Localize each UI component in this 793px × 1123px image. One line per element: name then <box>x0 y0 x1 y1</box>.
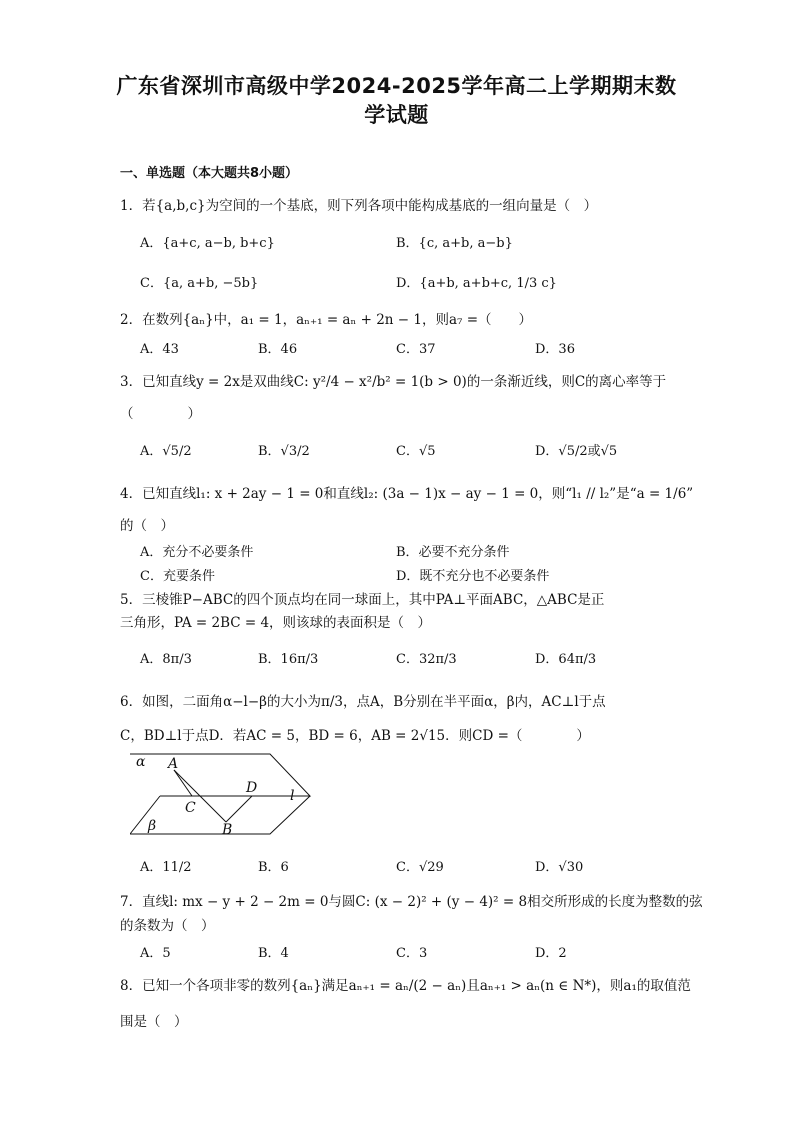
segment-ac <box>174 770 192 796</box>
plane-beta-outline <box>130 796 310 834</box>
label-c: C <box>185 800 196 816</box>
question-6-stem-cont: C，BD⊥l于点D．若AC = 5，BD = 6，AB = 2√15．则CD =（ ） <box>120 728 590 744</box>
question-1-option-a: A．{a+c, a−b, b+c} <box>140 236 275 251</box>
question-5-option-d: D．64π/3 <box>535 652 597 667</box>
question-3-option-b: B．√3/2 <box>258 444 310 459</box>
question-6-option-a: A．11/2 <box>140 860 192 875</box>
question-2-option-a: A．43 <box>140 342 179 357</box>
question-7-option-b: B．4 <box>258 946 289 961</box>
question-7-option-d: D．2 <box>535 946 567 961</box>
question-1-option-d: D．{a+b, a+b+c, 1/3 c} <box>396 276 557 291</box>
question-4-option-d: D．既不充分也不必要条件 <box>396 569 550 584</box>
label-l: l <box>290 788 295 804</box>
question-3-option-c: C．√5 <box>396 444 436 459</box>
label-a: A <box>168 756 179 772</box>
label-d: D <box>246 780 258 796</box>
question-7-stem-cont: 的条数为（ ） <box>120 918 215 934</box>
question-5-stem: 5．三棱锥P−ABC的四个顶点均在同一球面上，其中PA⊥平面ABC，△ABC是正 <box>120 592 605 608</box>
question-5-option-b: B．16π/3 <box>258 652 319 667</box>
question-4-stem: 4．已知直线l₁: x + 2ay − 1 = 0和直线l₂: (3a − 1)x − ay − 1 = 0，则“l₁ // l₂”是“a = 1/6” <box>120 486 694 502</box>
question-3-option-d: D．√5/2或√5 <box>535 444 618 459</box>
question-6-option-c: C．√29 <box>396 860 444 875</box>
question-4-option-b: B．必要不充分条件 <box>396 545 510 560</box>
question-8-stem: 8．已知一个各项非零的数列{aₙ}满足aₙ₊₁ = aₙ/(2 − aₙ)且aₙ₊₁ > aₙ(n ∈ N*)，则a₁的取值范 <box>120 978 691 994</box>
title-line-2: 学试题 <box>364 103 429 127</box>
question-7-option-c: C．3 <box>396 946 428 961</box>
question-7-option-a: A．5 <box>140 946 171 961</box>
label-beta: β <box>148 818 157 834</box>
segment-bd <box>226 796 252 822</box>
title-line-1: 广东省深圳市高级中学2024-2025学年高二上学期期末数 <box>116 74 677 98</box>
question-3-stem-cont: （ ） <box>120 406 201 422</box>
question-8-stem-cont: 围是（ ） <box>120 1014 188 1030</box>
question-5-option-a: A．8π/3 <box>140 652 192 667</box>
label-b: B <box>222 822 233 838</box>
question-6-option-b: B．6 <box>258 860 289 875</box>
question-4-option-c: C．充要条件 <box>140 569 215 584</box>
dihedral-angle-diagram <box>130 752 320 842</box>
plane-alpha-outline <box>130 754 310 796</box>
question-3-option-a: A．√5/2 <box>140 444 192 459</box>
question-5-stem-cont: 三角形，PA = 2BC = 4，则该球的表面积是（ ） <box>120 615 432 631</box>
question-6-stem: 6．如图，二面角α−l−β的大小为π/3，点A，B分别在半平面α，β内，AC⊥l于点 <box>120 694 606 710</box>
section-heading: 一、单选题（本大题共8小题） <box>120 166 299 181</box>
question-6-option-d: D．√30 <box>535 860 584 875</box>
question-1-stem: 1．若{a,b,c}为空间的一个基底，则下列各项中能构成基底的一组向量是（ ） <box>120 198 598 214</box>
question-7-stem: 7．直线l: mx − y + 2 − 2m = 0与圆C: (x − 2)² + (y − 4)² = 8相交所形成的长度为整数的弦 <box>120 894 703 910</box>
question-1-option-c: C．{a, a+b, −5b} <box>140 276 259 291</box>
question-2-option-b: B．46 <box>258 342 298 357</box>
label-alpha: α <box>136 754 146 770</box>
question-5-option-c: C．32π/3 <box>396 652 457 667</box>
question-4-stem-cont: 的（ ） <box>120 518 174 534</box>
question-1-option-b: B．{c, a+b, a−b} <box>396 236 513 251</box>
question-2-stem: 2．在数列{aₙ}中，a₁ = 1，aₙ₊₁ = aₙ + 2n − 1，则a₇ =（ ） <box>120 312 533 328</box>
question-4-option-a: A．充分不必要条件 <box>140 545 254 560</box>
question-2-option-c: C．37 <box>396 342 436 357</box>
question-2-option-d: D．36 <box>535 342 575 357</box>
question-3-stem: 3．已知直线y = 2x是双曲线C: y²/4 − x²/b² = 1(b > 0)的一条渐近线，则C的离心率等于 <box>120 374 667 390</box>
